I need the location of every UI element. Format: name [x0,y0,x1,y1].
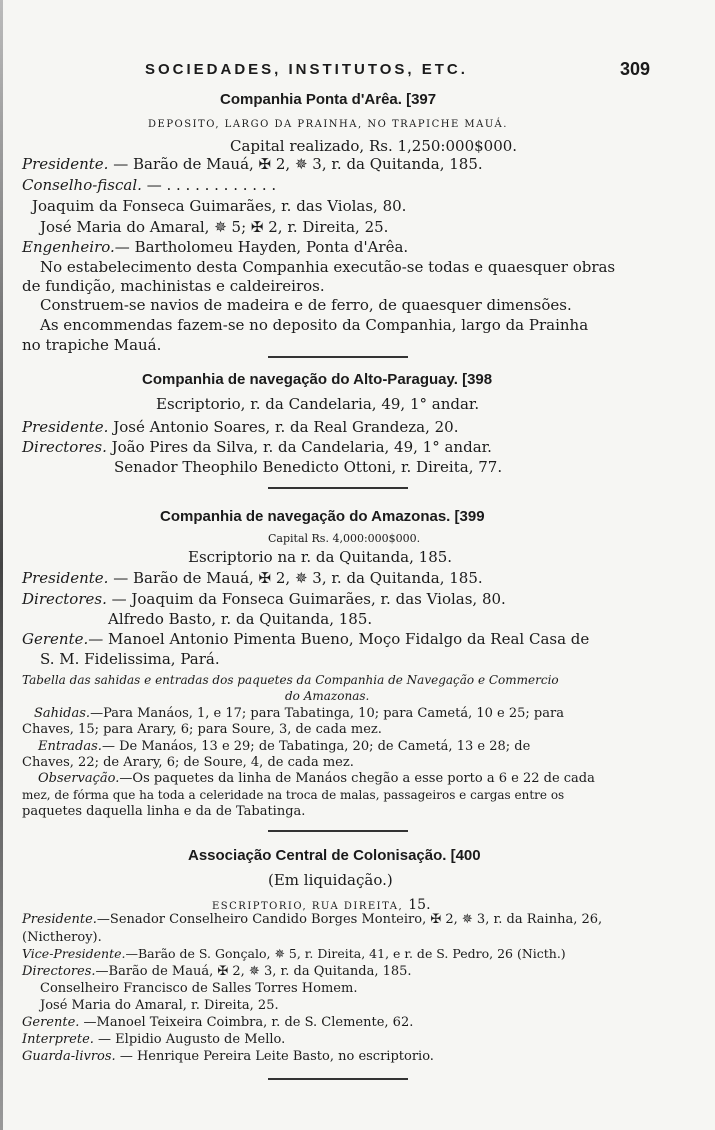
section-office: Escriptorio, r. da Candelaria, 49, 1° andar. [156,395,480,413]
schedule-line: paquetes daquella linha e da de Tabatinga. [22,804,306,819]
entry-line: Presidente. — Barão de Mauá, ✠ 2, ✵ 3, r. da Quitanda, 185. [22,155,483,173]
entry-line: Gerente. —Manoel Teixeira Coimbra, r. de S. Clemente, 62. [22,1015,414,1030]
section-capital: Capital Rs. 4,000:000$000. [268,532,421,545]
section-office: Escriptorio na r. da Quitanda, 185. [188,548,453,566]
schedule-line: Sahidas.—Para Manáos, 1, e 17; para Tabatinga, 10; para Cametá, 10 e 25; para [34,706,564,721]
paragraph-line: no trapiche Mauá. [22,336,162,354]
entry-line: Joaquim da Fonseca Guimarães, r. das Violas, 80. [32,197,407,215]
entry-line: Directores.—Barão de Mauá, ✠ 2, ✵ 3, r. da Quitanda, 185. [22,964,412,979]
section-divider [268,830,408,832]
entry-line: José Maria do Amaral, r. Direita, 25. [40,998,279,1013]
section-capital: Capital realizado, Rs. 1,250:000$000. [230,137,518,155]
entry-line: Engenheiro.— Bartholomeu Hayden, Ponta d'Arêa. [22,238,409,256]
entry-line: Presidente.—Senador Conselheiro Candido Borges Monteiro, ✠ 2, ✵ 3, r. da Rainha, 26, [22,912,603,927]
paragraph-line: de fundição, machinistas e caldeireiros. [22,277,325,295]
page-number: 309 [620,59,651,79]
entry-line: S. M. Fidelissima, Pará. [40,650,220,668]
section-title-399: Companhia de navegação do Amazonas. [399 [160,508,485,525]
entry-line: Directores. — Joaquim da Fonseca Guimarães, r. das Violas, 80. [22,590,506,608]
entry-line: Guarda-livros. — Henrique Pereira Leite Basto, no escriptorio. [22,1049,434,1064]
entry-line: Interprete. — Elpidio Augusto de Mello. [22,1032,286,1047]
section-title-397: Companhia Ponta d'Arêa. [397 [220,91,437,108]
schedule-line: Chaves, 15; para Arary, 6; para Soure, 3, de cada mez. [22,722,382,737]
table-title: do Amazonas. [285,689,370,703]
section-title-398: Companhia de navegação do Alto-Paraguay. [398 [142,371,493,388]
binding-edge [0,0,3,1130]
entry-line: Vice-Presidente.—Barão de S. Gonçalo, ✵ 5, r. Direita, 41, e r. de S. Pedro, 26 (Nicth.) [22,946,566,961]
entry-line: José Maria do Amaral, ✵ 5; ✠ 2, r. Direita, 25. [40,218,389,236]
entry-line: Presidente. — Barão de Mauá, ✠ 2, ✵ 3, r. da Quitanda, 185. [22,569,483,587]
section-office: ESCRIPTORIO, RUA DIREITA, 15. [212,897,431,913]
running-title: SOCIEDADES, INSTITUTOS, ETC. [145,61,468,78]
entry-line: Conselho-fiscal. — . . . . . . . . . . . . [22,176,277,194]
schedule-line: Entradas.— De Manáos, 13 e 29; de Tabatinga, 20; de Cametá, 13 e 28; de [38,739,531,754]
entry-line: Senador Theophilo Benedicto Ottoni, r. Direita, 77. [114,458,503,476]
entry-line: Directores. João Pires da Silva, r. da Candelaria, 49, 1° andar. [22,438,492,456]
entry-line: Presidente. José Antonio Soares, r. da Real Grandeza, 20. [22,418,459,436]
entry-line: Gerente.— Manoel Antonio Pimenta Bueno, Moço Fidalgo da Real Casa de [22,630,590,648]
paragraph-line: Construem-se navios de madeira e de ferro, de quaesquer dimensões. [40,296,572,314]
schedule-line: Chaves, 22; de Arary, 6; de Soure, 4, de cada mez. [22,755,354,770]
section-address: DEPOSITO, LARGO DA PRAINHA, NO TRAPICHE MAUÁ. [148,119,508,130]
entry-line: Conselheiro Francisco de Salles Torres Homem. [40,981,358,996]
paragraph-line: No estabelecimento desta Companhia executão-se todas e quaesquer obras [40,258,616,276]
section-divider [268,1078,408,1080]
entry-line: Alfredo Basto, r. da Quitanda, 185. [108,610,373,628]
table-title: Tabella das sahidas e entradas dos paquetes da Companhia de Navegação e Commercio [22,673,559,687]
entry-line: (Nictheroy). [22,930,102,945]
section-title-400: Associação Central de Colonisação. [400 [188,847,481,864]
schedule-line: Observação.—Os paquetes da linha de Manáos chegão a esse porto a 6 e 22 de cada [38,771,595,786]
section-divider [268,356,408,358]
section-status: (Em liquidação.) [268,871,393,889]
schedule-line: mez, de fórma que ha toda a celeridade na troca de malas, passageiros e cargas entre os [22,788,565,802]
paragraph-line: As encommendas fazem-se no deposito da Companhia, largo da Prainha [40,316,589,334]
section-divider [268,487,408,489]
